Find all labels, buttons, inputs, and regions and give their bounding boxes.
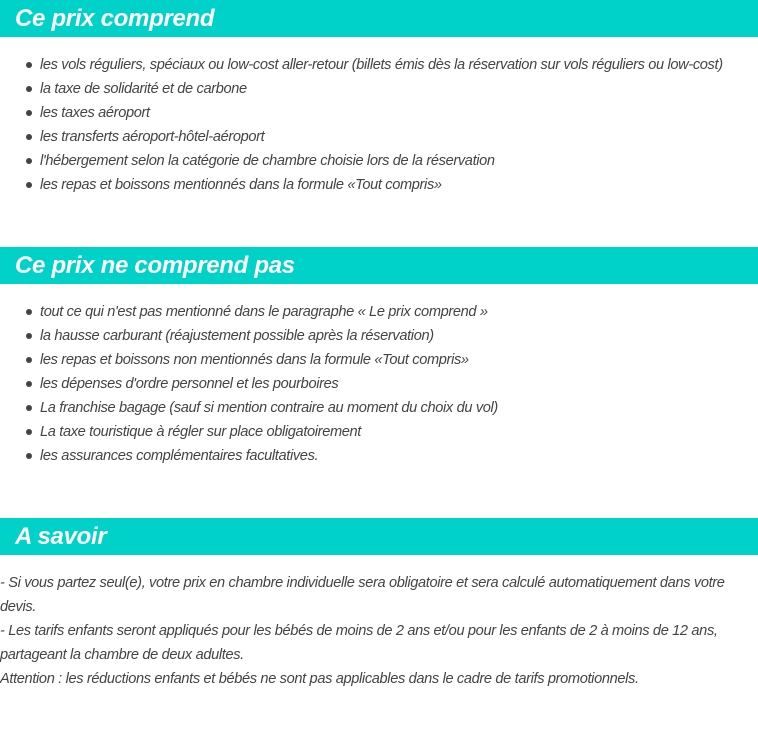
list-item-text: les transferts aéroport-hôtel-aéroport <box>40 129 265 145</box>
bullet-icon <box>26 333 32 339</box>
list-item-text: les dépenses d'ordre personnel et les pourboires <box>40 376 339 392</box>
list-item-text: La franchise bagage (sauf si mention contraire au moment du choix du vol) <box>40 400 498 416</box>
bullet-icon <box>26 357 32 363</box>
list-item <box>0 125 723 149</box>
bullet-icon <box>26 62 32 68</box>
included-list <box>0 53 723 197</box>
list-item-text: la hausse carburant (réajustement possible après la réservation) <box>40 328 434 344</box>
list-item <box>0 348 498 372</box>
list-item-text: tout ce qui n'est pas mentionné dans le paragraphe « Le prix comprend » <box>40 304 488 320</box>
list-item-text: la taxe de solidarité et de carbone <box>40 81 247 97</box>
bullet-icon <box>26 429 32 435</box>
list-item-text: les assurances complémentaires facultatives. <box>40 448 319 464</box>
list-item-text: les taxes aéroport <box>40 105 150 121</box>
good-to-know-text <box>0 571 758 691</box>
bullet-icon <box>26 453 32 459</box>
list-item <box>0 77 723 101</box>
bullet-icon <box>26 134 32 140</box>
not-included-list <box>0 300 498 468</box>
list-item <box>0 173 723 197</box>
list-item <box>0 101 723 125</box>
bullet-icon <box>26 182 32 188</box>
section-header-included: Ce prix comprend <box>0 0 758 37</box>
list-item <box>0 324 498 348</box>
list-item-text: les vols réguliers, spéciaux ou low-cost aller-retour (billets émis dès la réservation sur vols réguliers ou low-cost) <box>40 57 723 73</box>
list-item <box>0 444 498 468</box>
list-item-text: l'hébergement selon la catégorie de chambre choisie lors de la réservation <box>40 153 495 169</box>
bullet-icon <box>26 381 32 387</box>
bullet-icon <box>26 158 32 164</box>
paragraph-child-rates: - Les tarifs enfants seront appliqués pour les bébés de moins de 2 ans et/ou pour les enfants de 2 à moins de 12 ans, partageant la chambre de deux adultes. <box>0 623 718 663</box>
list-item <box>0 372 498 396</box>
section-header-good-to-know: A savoir <box>0 518 758 555</box>
list-item <box>0 149 723 173</box>
list-item-text: les repas et boissons non mentionnés dans la formule «Tout compris» <box>40 352 469 368</box>
list-item <box>0 300 498 324</box>
bullet-icon <box>26 110 32 116</box>
bullet-icon <box>26 405 32 411</box>
list-item <box>0 53 723 77</box>
paragraph-attention: Attention : les réductions enfants et bébés ne sont pas applicables dans le cadre de tarifs promotionnels. <box>0 671 639 687</box>
paragraph-single-traveler: - Si vous partez seul(e), votre prix en chambre individuelle sera obligatoire et sera calculé automatiquement dans votre devis. <box>0 575 725 615</box>
bullet-icon <box>26 86 32 92</box>
section-header-not-included: Ce prix ne comprend pas <box>0 247 758 284</box>
list-item <box>0 396 498 420</box>
bullet-icon <box>26 309 32 315</box>
list-item <box>0 420 498 444</box>
list-item-text: les repas et boissons mentionnés dans la formule «Tout compris» <box>40 177 442 193</box>
list-item-text: La taxe touristique à régler sur place obligatoirement <box>40 424 362 440</box>
